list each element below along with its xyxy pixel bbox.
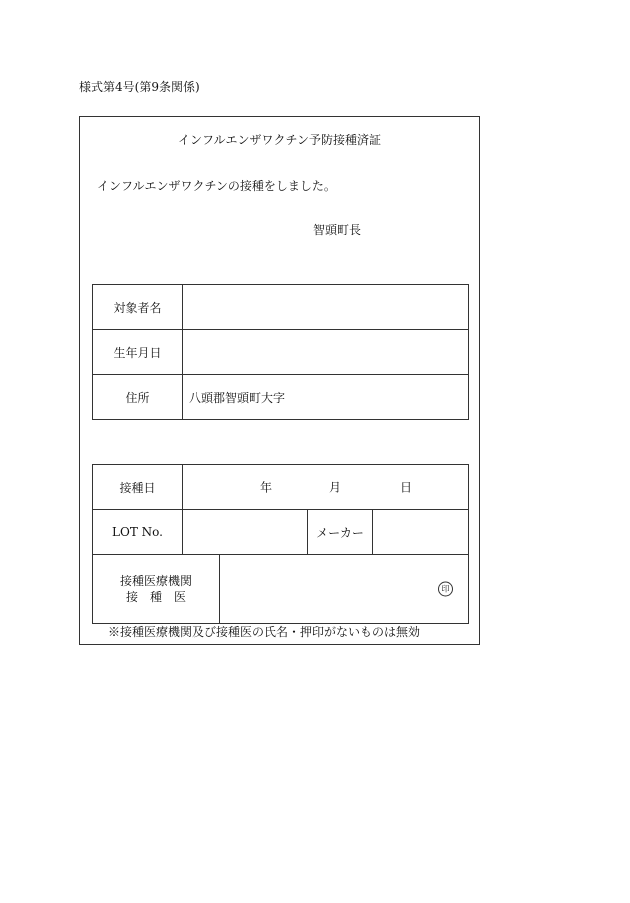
lot-number-field[interactable] — [183, 510, 308, 555]
table-row — [93, 285, 469, 330]
table-row — [93, 510, 469, 555]
year-unit: 年 — [260, 480, 273, 495]
recipient-info-table — [92, 284, 469, 420]
birthdate-field[interactable] — [183, 330, 469, 375]
issuer-name: 智頭町長 — [313, 223, 362, 237]
table-row — [93, 465, 469, 510]
recipient-name-label: 対象者名 — [93, 285, 183, 330]
vaccination-date-field[interactable] — [183, 465, 469, 510]
certificate-statement: インフルエンザワクチンの接種をしました。 — [97, 179, 336, 193]
table-row — [93, 375, 469, 420]
validity-note: ※接種医療機関及び接種医の氏名・押印がないものは無効 — [108, 625, 421, 639]
table-row — [93, 330, 469, 375]
table-row — [93, 555, 469, 624]
address-field[interactable]: 八頭郡智頭町大字 — [183, 375, 469, 420]
month-unit: 月 — [329, 480, 342, 495]
vaccination-date-label: 接種日 — [93, 465, 183, 510]
birthdate-label: 生年月日 — [93, 330, 183, 375]
vaccination-certificate — [79, 116, 480, 645]
doctor-label: 接 種 医 — [125, 590, 186, 604]
maker-label: メーカー — [308, 510, 373, 555]
clinic-doctor-label — [93, 555, 220, 624]
day-unit: 日 — [400, 480, 413, 495]
maker-field[interactable] — [373, 510, 469, 555]
seal-icon: 印 — [438, 582, 453, 597]
form-number-label: 様式第4号(第9条関係) — [79, 80, 200, 94]
recipient-name-field[interactable] — [183, 285, 469, 330]
certificate-title: インフルエンザワクチン予防接種済証 — [178, 133, 381, 147]
clinic-doctor-field[interactable] — [220, 555, 469, 624]
vaccination-info-table — [92, 464, 469, 624]
address-label: 住所 — [93, 375, 183, 420]
lot-number-label: LOT No. — [93, 510, 183, 555]
clinic-label: 接種医療機関 — [119, 574, 192, 588]
